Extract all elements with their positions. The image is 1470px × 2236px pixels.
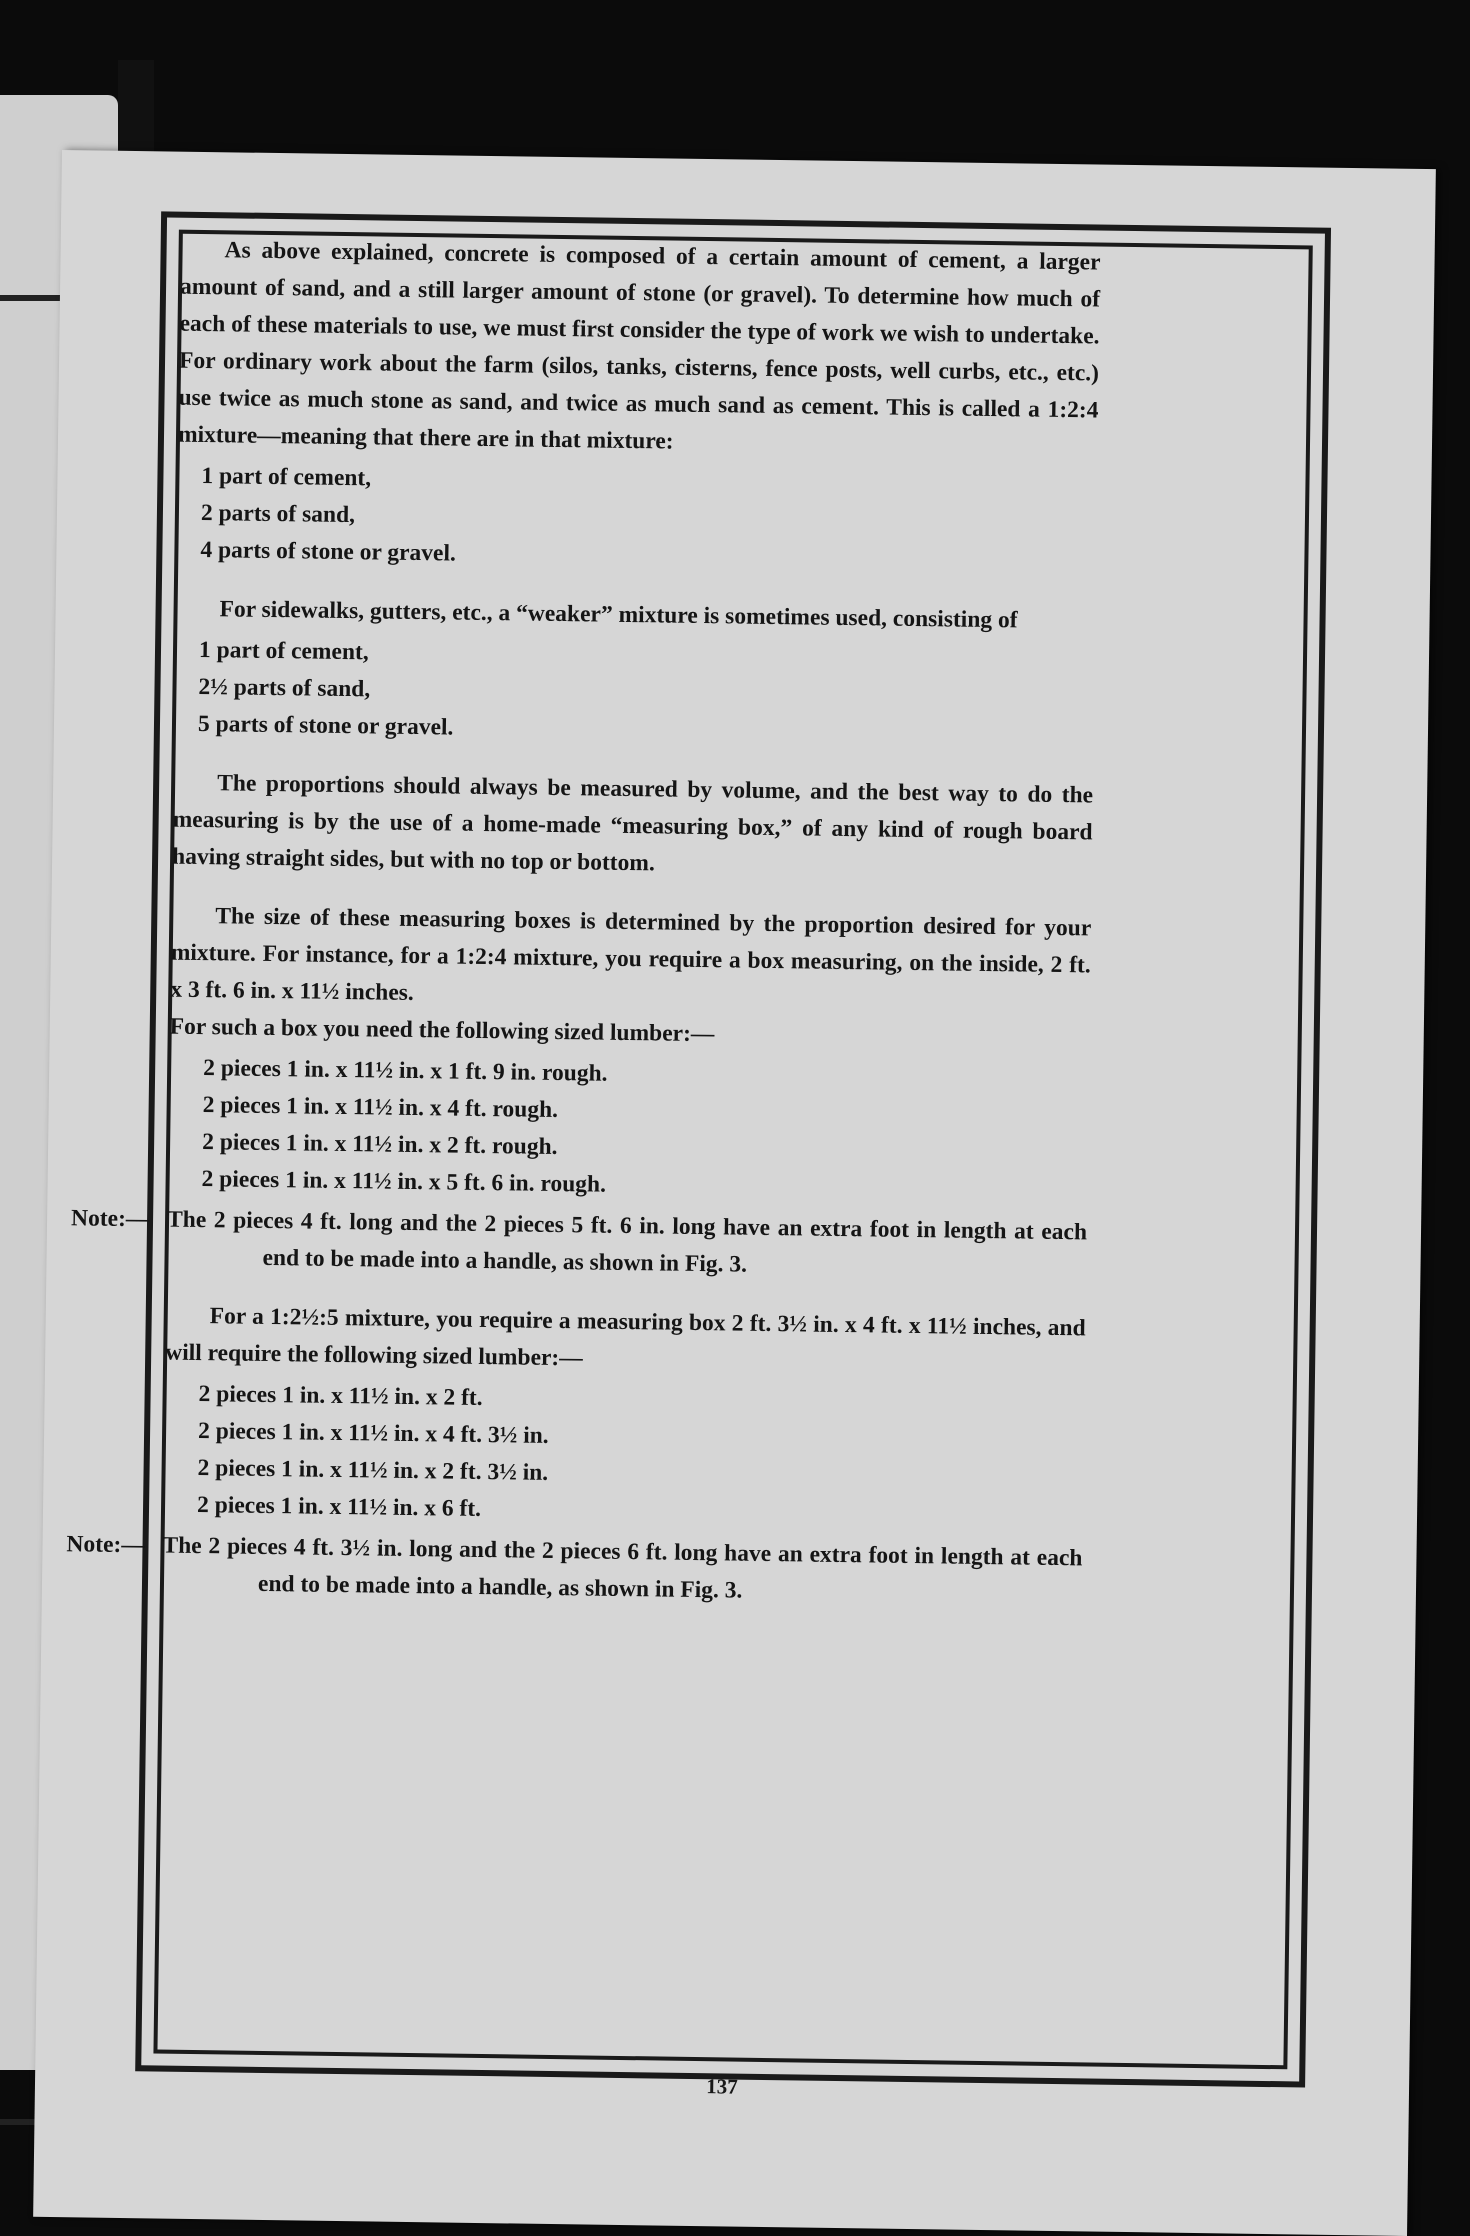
list-item: 2 pieces 1 in. x 11½ in. x 2 ft. rough. (201, 1129, 558, 1161)
list-item: 2 pieces 1 in. x 11½ in. x 2 ft. (198, 1381, 483, 1411)
paragraph-proportions: The proportions should always be measured by volume, and the best way to do the measuring is by the use of a home-made “measuring box,” of any kind of rough board having straight sides, but with no top or bottom. (171, 770, 1094, 877)
paragraph-sidewalks: For sidewalks, gutters, etc., a “weaker” mixture is sometimes used, consisting of (219, 596, 1018, 634)
mixture-list-1-2-4 (176, 458, 1097, 582)
paragraph-second-mixture: For a 1:2½:5 mixture, you require a measuring box 2 ft. 3½ in. x 4 ft. x 11½ inches, and will require the following sized lumber:— (165, 1303, 1086, 1372)
mixture-list-weaker (174, 632, 1095, 756)
lumber-list-1 (167, 1050, 1089, 1211)
list-item: 2 pieces 1 in. x 11½ in. x 1 ft. 9 in. rough. (203, 1055, 608, 1087)
lumber-list-2 (163, 1376, 1085, 1537)
lumber-intro: For such a box you need the following sized lumber:— (169, 1013, 715, 1048)
page-number: 137 (706, 2074, 738, 2099)
list-item: 1 part of cement, (201, 462, 372, 492)
list-item: 2 pieces 1 in. x 11½ in. x 5 ft. 6 in. rough. (201, 1166, 607, 1198)
list-item: 2 pieces 1 in. x 11½ in. x 4 ft. rough. (202, 1092, 559, 1124)
list-item: 4 parts of stone or gravel. (200, 536, 457, 567)
list-item: 2 parts of sand, (200, 499, 356, 529)
list-item: 1 part of cement, (198, 636, 369, 666)
note-1 (70, 1202, 1088, 1289)
list-item: 2 pieces 1 in. x 11½ in. x 6 ft. (196, 1492, 482, 1522)
list-item: 2½ parts of sand, (198, 673, 371, 703)
note-label: Note:— (66, 1531, 146, 1559)
list-item: 2 pieces 1 in. x 11½ in. x 4 ft. 3½ in. (197, 1418, 549, 1449)
paragraph-concrete-intro: As above explained, concrete is composed of a certain amount of cement, a larger amount of sand, and a still larger amount of stone (or gravel). To determine how much of each of these materials to use, we must first consider the type of work we wish to undertake. For ordinary work about the farm (silos, tanks, cisterns, fence posts, well curbs, etc., etc.) use twice as much stone as sand, and twice as much sand as cement. This is called a 1:2:4 mixture—meaning that there are in that mixture: (177, 237, 1101, 455)
page-content (66, 232, 1101, 1615)
note-2 (66, 1528, 1083, 1615)
list-item: 2 pieces 1 in. x 11½ in. x 2 ft. 3½ in. (197, 1455, 549, 1486)
list-item: 5 parts of stone or gravel. (197, 710, 454, 741)
note-text: The 2 pieces 4 ft. 3½ in. long and the 2 pieces 6 ft. long have an extra foot in length at each end to be made into a handle, as shown in Fig. 3. (162, 1532, 1083, 1604)
paragraph-box-size: The size of these measuring boxes is determined by the proportion desired for your mixture. For instance, for a 1:2:4 mixture, you require a box measuring, on the inside, 2 ft. x 3 ft. 6 in. x 11½ inches. (170, 903, 1092, 1006)
note-text: The 2 pieces 4 ft. long and the 2 pieces 5 ft. 6 in. long have an extra foot in length at each end to be made into a handle, as shown in Fig. 3. (166, 1206, 1088, 1278)
book-page (33, 150, 1436, 2236)
note-label: Note:— (70, 1205, 150, 1233)
